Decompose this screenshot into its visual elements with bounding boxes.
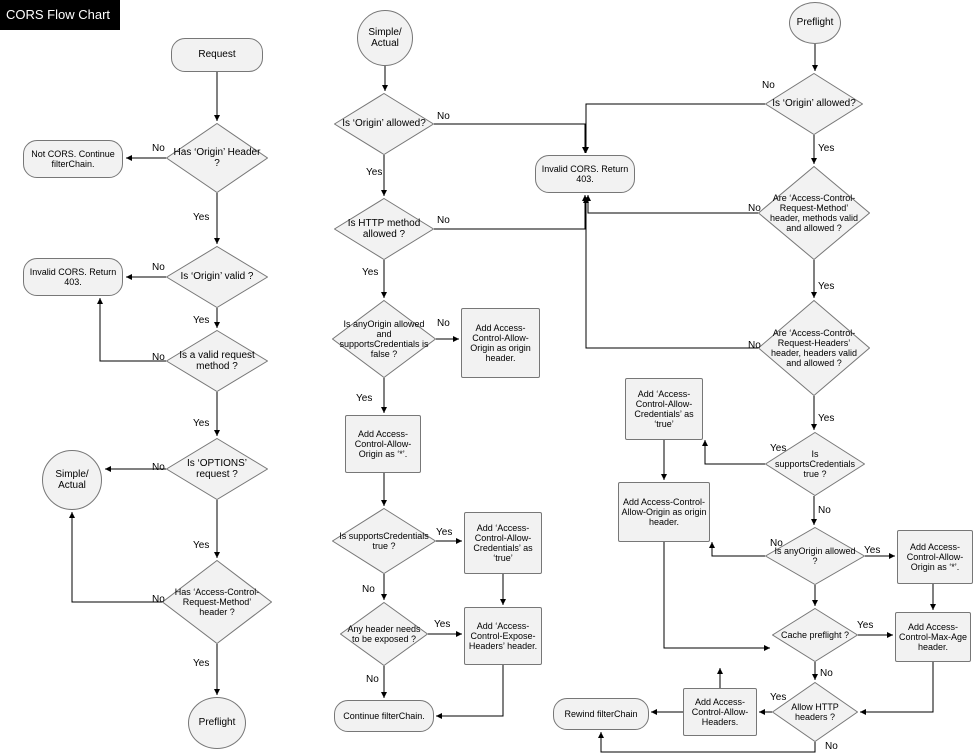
decision-p8 [765,527,865,585]
node-m11 [464,607,542,665]
node-m9 [464,512,542,574]
edge-label: No [366,674,379,685]
node-label: Add ‘Access-Control-Expose-Headers’ header. [468,620,538,652]
decision-p3 [758,166,870,260]
node-m7 [345,415,421,473]
node-n5 [23,258,123,296]
node-label: Invalid CORS. Return 403. [29,266,117,287]
node-label: Request [198,49,236,61]
edge-label: No [770,538,783,549]
node-label: Are ‘Access-Control-Request-Method’ header, methods valid and allowed ? [769,192,859,234]
edge-label: No [748,203,761,214]
edge-label: Yes [193,212,210,223]
node-label: Add Access-Control-Allow-Origin as ‘*’. [906,541,964,573]
edge-label: Yes [434,619,451,630]
edge-label: No [152,462,165,473]
node-p9 [897,530,973,584]
decision-n4 [166,246,268,308]
edge-label: No [152,262,165,273]
decision-m2 [334,93,434,155]
node-n8 [42,450,102,510]
edge-label: Yes [193,540,210,551]
node-label: Has ‘Access-Control-Request-Method’ header ? [174,586,260,618]
edge-label: Yes [436,527,453,538]
edge-label: No [437,215,450,226]
node-n10 [188,697,246,749]
edge-label: No [820,668,833,679]
node-label: Is anyOrigin allowed and supportsCredentials is false ? [339,318,429,360]
edge-label: No [437,318,450,329]
edge-label: Yes [818,143,835,154]
decision-n9 [162,560,272,644]
decision-n7 [166,438,268,500]
node-m3 [535,155,635,193]
node-label: Is HTTP method allowed ? [347,217,421,240]
edge-label: No [362,584,375,595]
edge-label: Yes [818,281,835,292]
decision-n2 [166,123,268,193]
node-p6 [625,378,703,440]
node-m1 [357,10,413,66]
edge-label: Yes [864,545,881,556]
edge-label: Yes [818,413,835,424]
edge-label: Yes [356,393,373,404]
edge-label: Yes [770,692,787,703]
node-label: Is ‘OPTIONS’ request ? [186,457,247,480]
node-label: Cache preflight ? [780,629,850,640]
edge-label: Yes [193,418,210,429]
node-label: Add Access-Control-Allow-Headers. [691,696,749,728]
node-label: Simple/ Actual [55,468,89,491]
node-label: Add Access-Control-Allow-Origin as origin header. [621,496,707,528]
decision-m10 [340,602,428,666]
node-label: Add Access-Control-Allow-Origin as origin header. [470,322,531,364]
edge-label: No [152,143,165,154]
decision-p2 [765,73,863,135]
edge-label: No [152,352,165,363]
node-label: Is ‘Origin’ valid ? [180,271,254,283]
node-label: Is a valid request method ? [179,349,255,372]
node-label: Add Access-Control-Max-Age header. [898,621,968,653]
node-label: Allow HTTP headers ? [791,701,839,722]
node-p1 [789,2,841,44]
decision-p4 [758,300,870,396]
node-label: Is ‘Origin’ allowed? [342,118,426,130]
node-label: Invalid CORS. Return 403. [541,163,629,184]
node-p11 [895,612,971,662]
node-p7 [618,482,710,542]
edge-label: No [762,80,775,91]
edge-label: Yes [193,315,210,326]
node-label: Rewind filterChain [564,708,638,719]
node-n1 [171,38,263,72]
node-m6 [461,308,540,378]
node-label: Simple/ Actual [368,26,402,49]
decision-m4 [334,198,434,260]
edge-label: Yes [193,658,210,669]
node-p14 [553,698,649,730]
node-n3 [23,140,123,178]
decision-p10 [772,608,858,662]
decision-p12 [772,682,858,742]
node-label: Add Access-Control-Allow-Origin as ‘*’. [354,428,412,460]
decision-p5 [765,432,865,496]
node-label: Is supportsCredentials true ? [774,448,856,480]
edge-label: No [825,741,838,752]
edge-label: Yes [362,267,379,278]
node-label: Preflight [796,17,834,29]
edge-label: Yes [857,620,874,631]
edge-label: No [748,340,761,351]
node-label: Is supportsCredentials true ? [339,530,429,551]
node-label: Add ‘Access-Control-Allow-Credentials’ as ‘true’ [473,522,533,564]
node-label: Is ‘Origin’ allowed? [772,98,856,110]
chart-title: CORS Flow Chart [0,0,120,30]
edge-label: Yes [366,167,383,178]
node-label: Any header needs to be exposed ? [347,623,421,644]
node-label: Are ‘Access-Control-Request-Headers’ header, headers valid and allowed ? [770,327,858,369]
edge-label: No [437,111,450,122]
node-label: Has ‘Origin’ Header ? [173,146,261,169]
node-m12 [334,700,434,732]
node-label: Add ‘Access-Control-Allow-Credentials’ as ‘true’ [634,388,694,430]
decision-n6 [166,330,268,392]
decision-m8 [332,508,436,574]
decision-m5 [332,300,436,378]
node-p13 [683,688,757,736]
node-label: Not CORS. Continue filterChain. [31,148,115,169]
node-label: Is anyOrigin allowed ? [774,545,856,566]
edge-label: No [818,505,831,516]
edge-label: No [152,594,165,605]
node-label: Preflight [198,717,236,729]
edge-label: Yes [770,443,787,454]
node-label: Continue filterChain. [343,710,425,721]
